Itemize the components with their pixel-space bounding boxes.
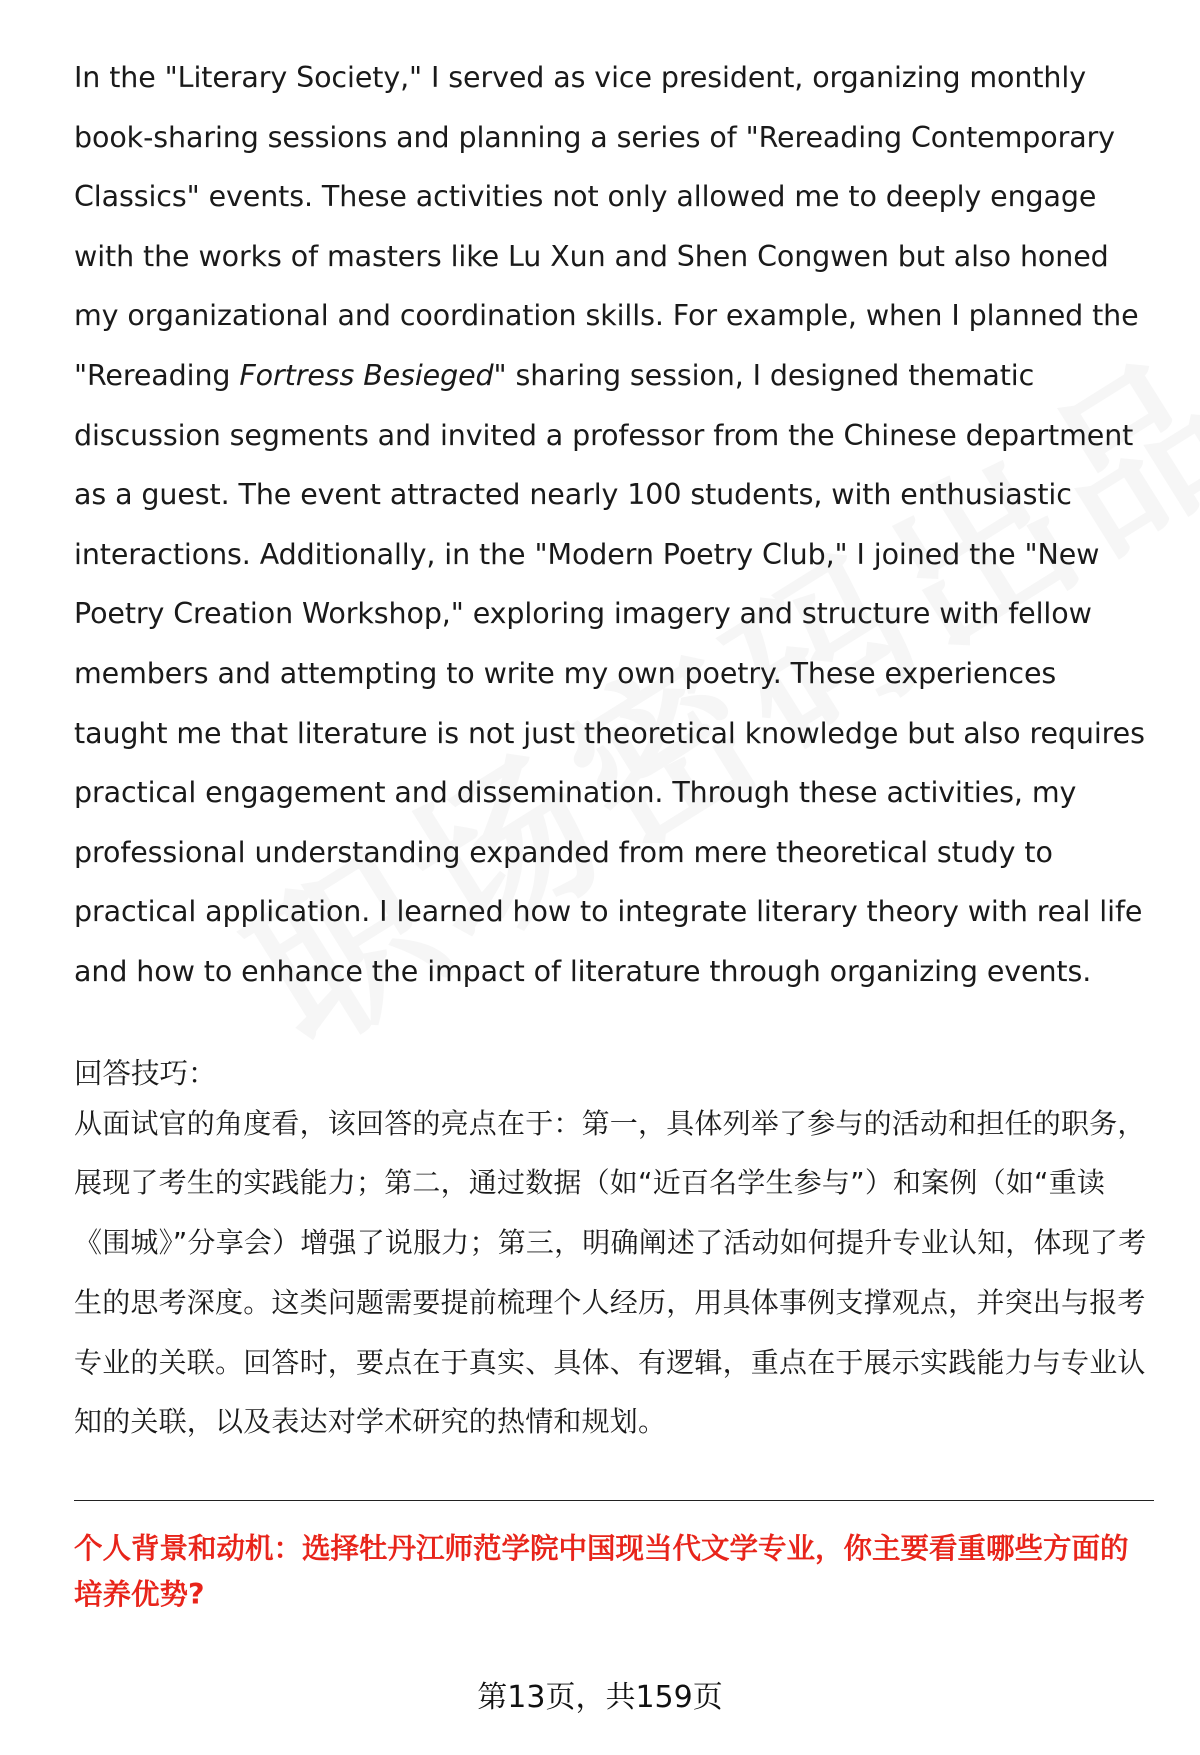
page-number-footer: 第13页，共159页	[477, 1680, 723, 1715]
answer-paragraph	[74, 48, 1154, 1002]
tips-label: 回答技巧：	[74, 1056, 217, 1090]
book-title-italic: Fortress Besieged	[239, 358, 494, 392]
answer-text-part-1: In the "Literary Society," I served as vice president, organizing monthly book-sharing sessions and planning a series of "Rereading Contemporary Classics" events. These activities not only allowed me to deeply engage with the works of masters like Lu Xun and Shen Congwen but also honed my organizational and coordination skills. For example, when I planned the "Rereading	[74, 61, 1139, 392]
document-body	[74, 48, 1154, 1452]
section-divider	[74, 1500, 1154, 1501]
answer-text-part-2: " sharing session, I designed thematic discussion segments and invited a professor from the Chinese department as a guest. The event attracted nearly 100 students, with enthusiastic interactions. Additionally, in the "Modern Poetry Club," I joined the "New Poetry Creation Workshop," exploring imagery and structure with fellow members and attempting to write my own poetry. These experiences taught me that literature is not just theoretical knowledge but also requires practical engagement and dissemination. Through these activities, my professional understanding expanded from mere theoretical study to practical application. I learned how to integrate literary theory with real life and how to enhance the impact of literature through organizing events.	[74, 358, 1145, 988]
tips-paragraph: 从面试官的角度看，该回答的亮点在于：第一，具体列举了参与的活动和担任的职务，展现了考生的实践能力；第二，通过数据（如“近百名学生参与”）和案例（如“重读《围城》”分享会）增强了说服力；第三，明确阐述了活动如何提升专业认知，体现了考生的思考深度。这类问题需要提前梳理个人经历，用具体事例支撑观点，并突出与报考专业的关联。回答时，要点在于真实、具体、有逻辑，重点在于展示实践能力与专业认知的关联，以及表达对学术研究的热情和规划。	[74, 1106, 1147, 1439]
next-question-heading: 个人背景和动机：选择牡丹江师范学院中国现当代文学专业，你主要看重哪些方面的培养优势?	[74, 1532, 1129, 1611]
